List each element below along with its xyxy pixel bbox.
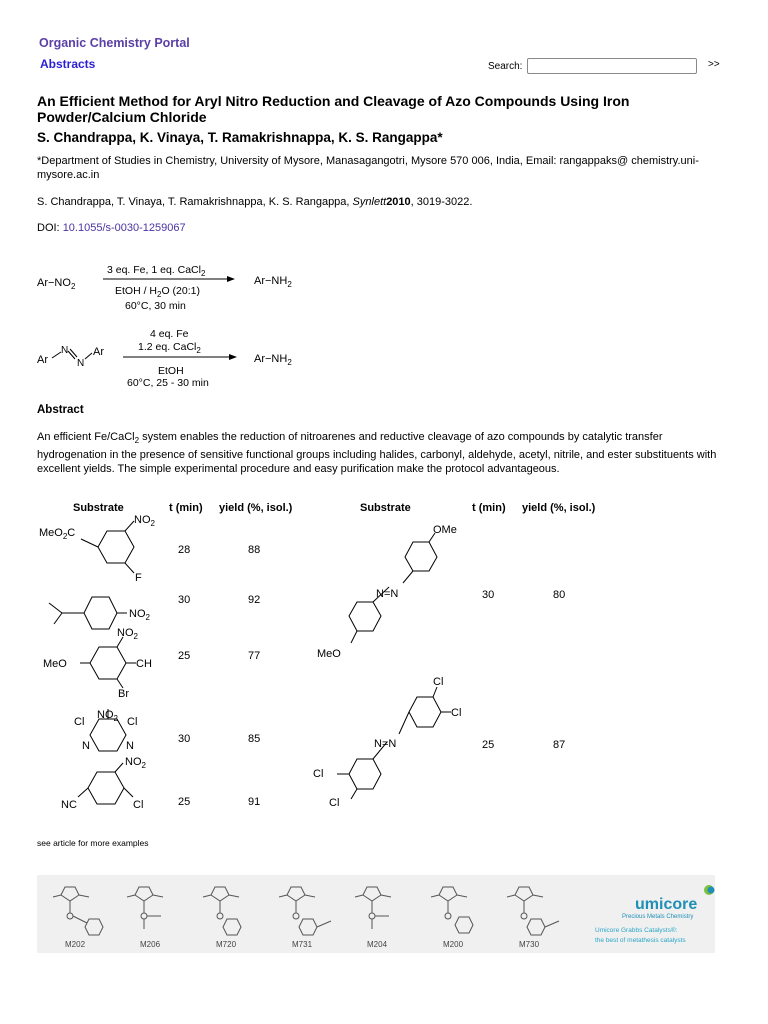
r1-cond-bottom: 60°C, 30 min xyxy=(125,300,186,312)
site-title[interactable]: Organic Chemistry Portal xyxy=(39,36,190,50)
header-time-left: t (min) xyxy=(169,502,203,514)
search-input[interactable] xyxy=(527,58,697,74)
umicore-tagline2: Umicore Grabbs Catalysts®: xyxy=(595,927,678,934)
right-row1-label-meo: MeO xyxy=(317,648,341,660)
row1-label-no2: $NO_2$ xyxy=(134,514,155,528)
umicore-brand: umicore xyxy=(635,896,698,913)
row1-structure xyxy=(98,531,134,563)
row5-time: 25 xyxy=(178,796,191,808)
header-time-right: t (min) xyxy=(472,502,506,514)
row2-label-no2: $NO_2$ xyxy=(129,608,150,622)
right-row2-ring-top xyxy=(409,697,441,727)
article-affiliation: *Department of Studies in Chemistry, University of Mysore, Manasagangotri, Mysore 570 006, India, Email: rangappaks@ chemistry.uni-mysore.ac.in xyxy=(37,155,699,181)
catalyst-label-m200: M200 xyxy=(443,940,464,949)
r1-arrow-head xyxy=(227,276,235,282)
right-row1-yield: 80 xyxy=(553,589,566,601)
row3-structure xyxy=(90,647,126,679)
r2-reactant-ar1: Ar xyxy=(37,354,48,366)
r2-reactant-ar2: Ar xyxy=(93,346,104,358)
catalyst-label-m204: M204 xyxy=(367,940,388,949)
right-row1-time: 30 xyxy=(482,589,495,601)
r1-cond-top: 3 eq. Fe, 1 eq. CaCl$_2$ xyxy=(107,264,206,278)
doi-label: DOI: xyxy=(37,222,60,234)
right-row1-ring-bottom xyxy=(349,602,381,631)
article-doi xyxy=(37,222,186,234)
row1-label-meo2c: MeO$_2$C xyxy=(39,527,76,541)
row3-label-no2: $NO_2$ xyxy=(117,627,138,641)
r2-bond1 xyxy=(52,352,61,358)
catalyst-label-m206: M206 xyxy=(140,940,161,949)
row5-label-cl: Cl xyxy=(133,799,144,811)
row3-time: 25 xyxy=(178,650,191,662)
see-more-note: see article for more examples xyxy=(37,838,149,848)
right-row1-label-ome: OMe xyxy=(433,524,457,536)
right-row2-time: 25 xyxy=(482,739,495,751)
abstract-heading: Abstract xyxy=(37,404,84,416)
row5-yield: 91 xyxy=(248,796,261,808)
reaction-scheme xyxy=(37,255,337,395)
article-citation xyxy=(37,196,472,208)
search-label: Search: xyxy=(488,61,523,72)
header-substrate-right: Substrate xyxy=(360,502,411,514)
row4-label-n-left: N xyxy=(82,740,90,752)
search-submit-link[interactable]: >> xyxy=(708,59,720,70)
r2-reactant-n1: N xyxy=(61,345,69,356)
citation-pages: , 3019-3022. xyxy=(410,196,473,208)
row3-label-ch: CH xyxy=(136,658,152,670)
row4-label-cl-right: Cl xyxy=(127,716,138,728)
catalyst-label-m720: M720 xyxy=(216,940,237,949)
r2-cond4: 60°C, 25 - 30 min xyxy=(127,377,209,389)
row5-structure xyxy=(88,772,124,804)
row1-yield: 88 xyxy=(248,544,261,556)
row1-time: 28 xyxy=(178,544,191,556)
header-yield-left: yield (%, isol.) xyxy=(219,502,293,514)
row5-label-no2: $NO_2$ xyxy=(125,756,146,770)
doi-link[interactable]: 10.1055/s-0030-1259067 xyxy=(62,222,186,234)
right-row2-label-azo: N=N xyxy=(374,738,397,750)
right-row1-label-azo: N=N xyxy=(376,588,399,600)
right-row1-ring-top xyxy=(405,542,437,571)
abstract-text: An efficient Fe/CaCl$_2$ system enables the reduction of nitroarenes and reductive cleavage of azo compounds by catalytic transfer hydrogenation in the presence of sensitive functional groups including halides, carbonyl, aldehyde, acetyl, nitrile, and ester substituents with excellent yields. The simple experimental procedure and easy purification make the protocol advantageous. xyxy=(37,431,717,476)
row2-time: 30 xyxy=(178,594,191,606)
header-substrate-left: Substrate xyxy=(73,502,124,514)
right-row2-ring-bottom xyxy=(349,759,381,789)
citation-authors: S. Chandrappa, T. Vinaya, T. Ramakrishnappa, K. S. Rangappa, xyxy=(37,196,350,208)
r1-reactant: $Ar-NO_2$ xyxy=(37,277,76,291)
row5-label-nc: NC xyxy=(61,799,77,811)
umicore-tagline1: Precious Metals Chemistry xyxy=(622,914,694,920)
r2-cond2: 1.2 eq. CaCl$_2$ xyxy=(138,341,201,355)
catalyst-label-m731: M731 xyxy=(292,940,313,949)
catalyst-label-m730: M730 xyxy=(519,940,540,949)
results-table xyxy=(37,497,657,827)
row4-label-no2: $NO_2$ xyxy=(97,709,118,723)
article-title: An Efficient Method for Aryl Nitro Reduction and Cleavage of Azo Compounds Using Iron Powder/Calcium Chloride xyxy=(37,93,630,125)
row2-structure xyxy=(84,597,117,629)
right-row2-label-cl1: Cl xyxy=(433,676,444,688)
row4-structure xyxy=(90,719,126,751)
row2-yield: 92 xyxy=(248,594,261,606)
r2-cond3: EtOH xyxy=(158,365,184,377)
citation-journal: Synlett xyxy=(352,196,387,208)
right-row2-label-cl2: Cl xyxy=(451,707,462,719)
r2-arrow-head xyxy=(229,354,237,360)
r2-product: $Ar-NH_2$ xyxy=(254,353,292,367)
citation-year: 2010 xyxy=(386,196,411,208)
r1-cond-mid: EtOH / $H_2O$ (20:1) xyxy=(115,285,200,299)
article-authors: S. Chandrappa, K. Vinaya, T. Ramakrishnappa, K. S. Rangappa* xyxy=(37,130,443,145)
catalyst-label-m202: M202 xyxy=(65,940,86,949)
r1-product: $Ar-NH_2$ xyxy=(254,275,292,289)
row3-label-br: Br xyxy=(118,688,129,700)
r2-cond1: 4 eq. Fe xyxy=(150,328,189,340)
umicore-banner[interactable] xyxy=(37,875,715,953)
header-yield-right: yield (%, isol.) xyxy=(522,502,596,514)
abstracts-link[interactable]: Abstracts xyxy=(40,57,96,71)
r2-reactant-n2: N xyxy=(77,358,85,369)
r2-bond2 xyxy=(85,353,92,359)
right-row2-label-cl3: Cl xyxy=(313,768,324,780)
r2-double-bond-b xyxy=(70,349,77,357)
row4-yield: 85 xyxy=(248,733,261,745)
r2-double-bond-a xyxy=(68,351,75,359)
right-row2-yield: 87 xyxy=(553,739,566,751)
row1-label-f: F xyxy=(135,572,142,584)
umicore-tagline3: the best of metathesis catalysts xyxy=(595,937,686,944)
row4-time: 30 xyxy=(178,733,191,745)
row3-label-meo: MeO xyxy=(43,658,67,670)
row4-label-cl-left: Cl xyxy=(74,716,85,728)
row4-label-n-right: N xyxy=(126,740,134,752)
right-row2-label-cl4: Cl xyxy=(329,797,340,809)
row3-yield: 77 xyxy=(248,650,261,662)
